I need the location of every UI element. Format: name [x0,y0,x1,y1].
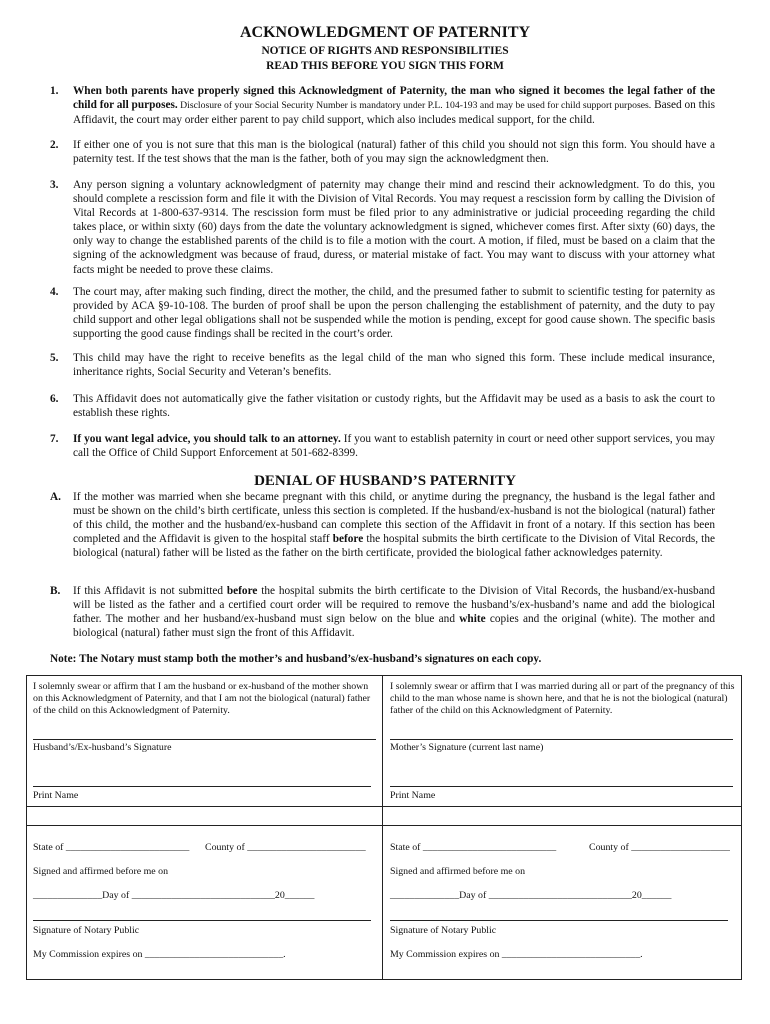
item-number: 4. [50,286,59,298]
mother-date-field[interactable]: ______________Day of _____________________________20______ [390,890,672,901]
item-text: the hospital submits the birth certificate to the Division of Vital Records, the biological (natural) father will be listed as the father on the birth certificate, provided the biological father acknowledges paternity. [73,533,715,560]
husband-county-field[interactable]: County of ________________________ [205,842,366,853]
item-text: This Affidavit does not automatically give the father visitation or custody rights, but the Affidavit may be used as a basis to ask the court to establish these rights. [73,393,715,420]
husband-notary-label: Signature of Notary Public [33,925,140,936]
denial-heading: DENIAL OF HUSBAND’S PATERNITY [254,473,516,489]
item-bold-text: before [226,585,258,597]
husband-notary-signature-line[interactable] [33,920,371,921]
item-text: If this Affidavit is not submitted [73,585,227,597]
item-number: 2. [50,139,59,151]
notice-item-4 [33,285,715,341]
item-text: This child may have the right to receive benefits as the legal child of the man who signed this form. These include medical insurance, inheritance rights, Social Security and Veteran’s benefits. [73,352,715,379]
notice-item-2 [33,138,715,166]
table-row-divider [27,825,741,826]
husband-state-field[interactable]: State of _________________________ [33,842,190,853]
item-text: Based on this Affidavit, the court may order either parent to pay child support, which also includes medical support, for the child. [73,99,716,127]
form-subtitle-read: READ THIS BEFORE YOU SIGN THIS FORM [266,60,504,72]
husband-date-field[interactable]: ______________Day of _____________________________20______ [33,890,315,901]
item-text: copies and the original (white). The mother and biological (natural) father must sign the front of this Affidavit. [73,613,715,640]
mother-oath: I solemnly swear or affirm that I was married during all or part of the pregnancy of this child to the man whose name is shown here, and that he is not the biological (natural) father of the child on this Acknowledgment of Paternity. [390,681,735,716]
denial-item-b [33,584,715,640]
item-bold-text: If you want legal advice, you should talk to an attorney. [73,433,341,445]
notice-item-3 [33,178,715,277]
mother-signed-label: Signed and affirmed before me on [390,866,526,877]
husband-oath: I solemnly swear or affirm that I am the husband or ex-husband of the mother shown on this Acknowledgment of Paternity, and that I am not the biological (natural) father of the child on this Acknowledgment of Paternity. [33,681,371,716]
item-bold-text: white [459,613,486,626]
mother-notary-label: Signature of Notary Public [390,925,497,936]
husband-commission-field[interactable]: My Commission expires on ____________________________. [33,949,286,960]
item-bold-text: When both parents have properly signed this Acknowledgment of Paternity, the man who signed it becomes the legal father of the child for all purposes. [73,85,715,112]
mother-state-field[interactable]: State of ___________________________ [390,842,557,853]
notice-item-5 [33,351,715,379]
husband-signature-line[interactable] [33,739,376,740]
notice-item-7 [33,432,715,460]
table-divider [382,676,383,979]
form-subtitle-rights: NOTICE OF RIGHTS AND RESPONSIBILITIES [261,45,509,57]
item-bold-text: before [332,533,364,546]
mother-signature-label: Mother’s Signature (current last name) [390,742,544,753]
notary-note: Note: The Notary must stamp both the mother’s and husband’s/ex-husband’s signatures on each copy. [50,653,542,665]
mother-print-name-label: Print Name [390,790,436,801]
item-text: If you want to establish paternity in court or need other support services, you may call the Office of Child Support Enforcement at 501-682-8399. [73,433,715,460]
mother-commission-field[interactable]: My Commission expires on ____________________________. [390,949,643,960]
husband-signed-label: Signed and affirmed before me on [33,866,169,877]
item-number: 1. [50,85,59,97]
husband-print-name-label: Print Name [33,790,79,801]
table-row-divider [27,806,741,807]
notice-item-6 [33,392,715,420]
item-text: The court may, after making such finding, direct the mother, the child, and the presumed father to submit to scientific testing for paternity as provided by ACA §9-10-108. The burden of proof shall be upon the person challenging the establishment of paternity, and the duty to pay child support and other legal obligations shall not be suspended while the motion is pending, except for good cause shown. The specific basis supporting the good cause findings shall be recited in the court’s order. [73,286,715,341]
item-number: 6. [50,393,59,405]
mother-notary-signature-line[interactable] [390,920,728,921]
item-text: If either one of you is not sure that this man is the biological (natural) father of this child you should not sign this form. You should have a paternity test. If the test shows that the man is the father, both of you may sign the acknowledgment then. [73,139,715,166]
notice-item-1 [33,84,715,127]
item-number: 7. [50,433,59,445]
item-letter: B. [50,585,61,597]
form-title: ACKNOWLEDGMENT OF PATERNITY [239,24,531,41]
mother-signature-line[interactable] [390,739,733,740]
item-text: the hospital submits the birth certificate to the Division of Vital Records, the husband/ex-husband will be listed as the father and a certified court order will be required to remove the husband’s/ex-husband’s name and add the biological father. The mother and her husband/ex-husband must sign below on the blue and [73,585,716,626]
item-text: Any person signing a voluntary acknowledgment of paternity may change their mind and rescind their acknowledgment. To do this, you should complete a rescission form and file it with the Division of Vital Records. You may request a rescission form by calling the Division of Vital Records at 1-800-637-9314. The rescission form must be filed prior to any administrative or judicial proceeding regarding the child takes place, or within sixty (60) days from the date the voluntary acknowledgment is signed, whichever comes first. After sixty (60) days, the only way to change the established parents of the child is to file a motion with the court. A motion, if filed, must be based on a claim that the signing of the acknowledgment was because of fraud, duress, or material mistake of fact. You may want to discuss with your attorney what facts might be needed to prove these claims. [73,179,715,276]
mother-print-name-line[interactable] [390,786,733,787]
mother-county-field[interactable]: County of ____________________ [589,842,730,853]
item-text: If the mother was married when she became pregnant with this child, or anytime during the pregnancy, the husband is the legal father and must be shown on the child’s birth certificate, unless this section is completed. If the husband/ex-husband is not the biological (natural) father of this child, the mother and the husband/ex-husband can complete this section of the Affidavit in front of a notary. If this section has been completed and the Affidavit is given to the hospital staff [73,491,715,546]
item-number: 3. [50,179,59,191]
denial-item-a [33,490,715,560]
husband-signature-label: Husband’s/Ex-husband’s Signature [33,742,172,753]
signature-table [26,675,742,980]
husband-print-name-line[interactable] [33,786,371,787]
item-number: 5. [50,352,59,364]
item-small-text: Disclosure of your Social Security Number is mandatory under P.L. 104-193 and may be used for child support purposes. [177,100,652,112]
item-letter: A. [50,491,61,503]
